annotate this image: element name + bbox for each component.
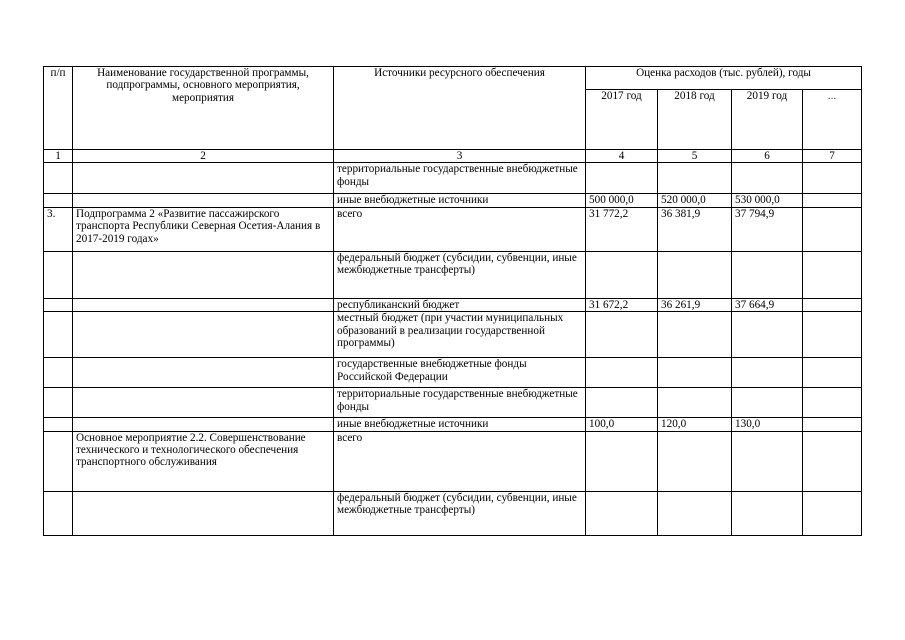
header-cost: Оценка расходов (тыс. рублей), годы xyxy=(586,67,862,90)
row-number xyxy=(44,194,73,207)
row-number xyxy=(44,358,73,388)
row-number xyxy=(44,312,73,358)
program-name xyxy=(73,312,334,358)
program-name: Подпрограмма 2 «Развитие пассажирского транспорта Республики Северная Осетия-Алания в 2017-2019 годах» xyxy=(73,207,334,251)
value-2018 xyxy=(658,491,732,535)
table-row xyxy=(44,194,862,207)
value-2017: 31 772,2 xyxy=(586,207,658,251)
funding-source: территориальные государственные внебюджетные фонды xyxy=(334,388,586,418)
value-2018: 36 261,9 xyxy=(658,298,732,311)
row-number xyxy=(44,298,73,311)
program-name xyxy=(73,388,334,418)
value-2018: 520 000,0 xyxy=(658,194,732,207)
value-2019 xyxy=(732,388,803,418)
table-row xyxy=(44,251,862,298)
value-2019: 130,0 xyxy=(732,418,803,431)
value-2018 xyxy=(658,358,732,388)
value-2017 xyxy=(586,251,658,298)
value-2019: 530 000,0 xyxy=(732,194,803,207)
col-number: 6 xyxy=(732,150,803,163)
header-year-2017: 2017 год xyxy=(586,90,658,150)
header-num: п/п xyxy=(44,67,73,150)
row-number xyxy=(44,431,73,491)
table-row xyxy=(44,388,862,418)
funding-source: местный бюджет (при участии муниципальных образований в реализации государственной программы) xyxy=(334,312,586,358)
value-2017 xyxy=(586,312,658,358)
value-2017 xyxy=(586,388,658,418)
value-2017 xyxy=(586,358,658,388)
funding-source: иные внебюджетные источники xyxy=(334,194,586,207)
table-row xyxy=(44,358,862,388)
row-number xyxy=(44,251,73,298)
value-2018 xyxy=(658,312,732,358)
table-row xyxy=(44,491,862,535)
row-number xyxy=(44,418,73,431)
value-2019 xyxy=(732,163,803,194)
row-number xyxy=(44,388,73,418)
program-name xyxy=(73,358,334,388)
row-number xyxy=(44,163,73,194)
funding-source: иные внебюджетные источники xyxy=(334,418,586,431)
value-extra xyxy=(803,163,862,194)
expense-table xyxy=(43,66,862,536)
col-number: 5 xyxy=(658,150,732,163)
col-number: 2 xyxy=(73,150,334,163)
header-source: Источники ресурсного обеспечения xyxy=(334,67,586,150)
value-2017 xyxy=(586,163,658,194)
value-extra xyxy=(803,207,862,251)
header-year-2019: 2019 год xyxy=(732,90,803,150)
value-2019 xyxy=(732,251,803,298)
program-name xyxy=(73,251,334,298)
row-number xyxy=(44,491,73,535)
value-2019: 37 664,9 xyxy=(732,298,803,311)
program-name xyxy=(73,163,334,194)
value-2017: 31 672,2 xyxy=(586,298,658,311)
value-extra xyxy=(803,312,862,358)
header-year-more: ... xyxy=(803,90,862,150)
funding-source: всего xyxy=(334,431,586,491)
table-row xyxy=(44,418,862,431)
program-name xyxy=(73,298,334,311)
row-number: 3. xyxy=(44,207,73,251)
value-2019 xyxy=(732,312,803,358)
value-2018: 36 381,9 xyxy=(658,207,732,251)
col-number: 3 xyxy=(334,150,586,163)
funding-source: федеральный бюджет (субсидии, субвенции, иные межбюджетные трансферты) xyxy=(334,491,586,535)
value-2018 xyxy=(658,163,732,194)
value-2019 xyxy=(732,431,803,491)
value-extra xyxy=(803,298,862,311)
value-extra xyxy=(803,491,862,535)
value-2017: 500 000,0 xyxy=(586,194,658,207)
table-row xyxy=(44,431,862,491)
program-name xyxy=(73,194,334,207)
table-row xyxy=(44,312,862,358)
value-2017 xyxy=(586,431,658,491)
table-row xyxy=(44,298,862,311)
value-2017 xyxy=(586,491,658,535)
header-year-2018: 2018 год xyxy=(658,90,732,150)
program-name xyxy=(73,418,334,431)
funding-source: республиканский бюджет xyxy=(334,298,586,311)
value-2018: 120,0 xyxy=(658,418,732,431)
value-2018 xyxy=(658,251,732,298)
value-2017: 100,0 xyxy=(586,418,658,431)
value-extra xyxy=(803,388,862,418)
col-number: 1 xyxy=(44,150,73,163)
value-2019 xyxy=(732,491,803,535)
col-number: 7 xyxy=(803,150,862,163)
value-2019: 37 794,9 xyxy=(732,207,803,251)
value-extra xyxy=(803,251,862,298)
program-name: Основное мероприятие 2.2. Совершенствование технического и технологического обеспечения транспортного обслуживания xyxy=(73,431,334,491)
funding-source: всего xyxy=(334,207,586,251)
table-row xyxy=(44,163,862,194)
header-name: Наименование государственной программы, подпрограммы, основного мероприятия, мероприятия xyxy=(73,67,334,150)
value-extra xyxy=(803,418,862,431)
column-number-row xyxy=(44,150,862,163)
header-row-1 xyxy=(44,67,862,90)
value-2018 xyxy=(658,388,732,418)
value-extra xyxy=(803,194,862,207)
value-extra xyxy=(803,431,862,491)
value-2018 xyxy=(658,431,732,491)
value-extra xyxy=(803,358,862,388)
col-number: 4 xyxy=(586,150,658,163)
funding-source: федеральный бюджет (субсидии, субвенции, иные межбюджетные трансферты) xyxy=(334,251,586,298)
value-2019 xyxy=(732,358,803,388)
funding-source: территориальные государственные внебюджетные фонды xyxy=(334,163,586,194)
funding-source: государственные внебюджетные фонды Российской Федерации xyxy=(334,358,586,388)
program-name xyxy=(73,491,334,535)
table-row xyxy=(44,207,862,251)
